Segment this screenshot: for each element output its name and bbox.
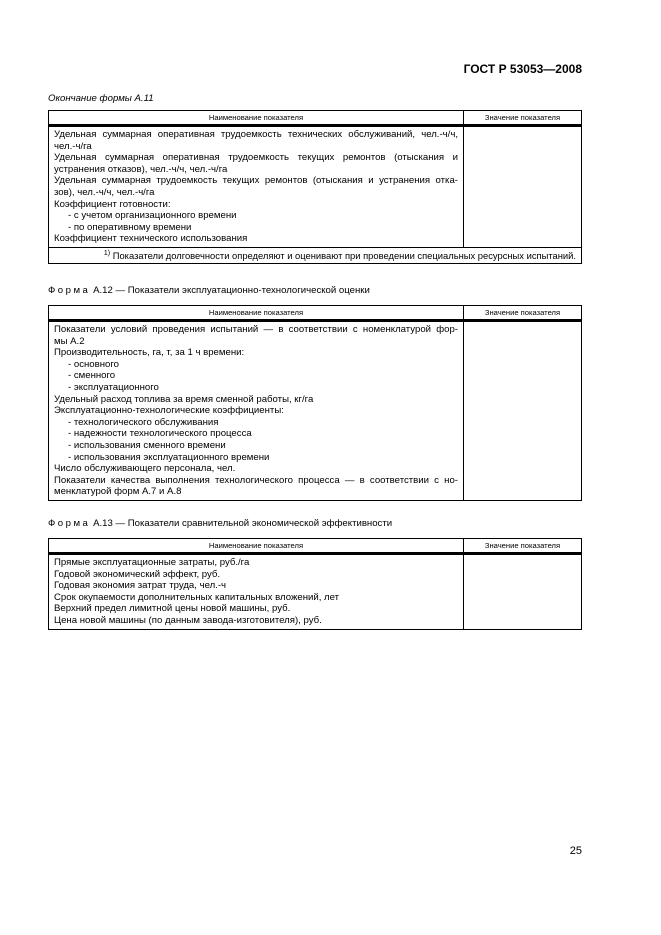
indicator-line: Эксплуатационно-технологические коэффициенты: [54,405,284,417]
table-caption-a13 [48,518,392,529]
indicator-line: Годовой экономический эффект, руб. [54,568,221,580]
indicator-line: - по оперативному времени [68,221,192,233]
indicator-names-cell [49,554,464,630]
indicator-line: менклатурой форм А.7 и А.8 [54,486,182,498]
column-header-value: Значение показателя [464,306,582,321]
indicator-line: Удельная суммарная трудоемкость текущих ремонтов (отыскания и устранения отка- [54,175,458,187]
caption-prefix: Форма [48,518,91,529]
indicator-names-cell [49,126,464,248]
column-header-value: Значение показателя [464,539,582,554]
table-a11 [48,110,582,264]
footnote [49,247,582,263]
indicator-line: - использования сменного времени [68,439,226,451]
indicator-line: - с учетом организационного времени [68,210,237,222]
indicator-line: Показатели условий проведения испытаний — в соответствии с номенклатурой фор- [54,324,458,335]
indicator-line: зов), чел.-ч/ч, чел.-ч/га [54,186,155,198]
footnote-text: Показатели долговечности определяют и оценивают при проведении специальных ресурсных испытаний. [112,250,576,262]
indicator-values-cell [464,321,582,501]
indicator-line: - основного [68,358,119,370]
indicator-line: устранения отказов), чел.-ч/ч, чел.-ч/га [54,163,228,175]
indicator-line: Удельная суммарная оперативная трудоемкость технических обслуживаний, чел.-ч/ч, [54,129,458,140]
indicator-names-cell [49,321,464,501]
indicator-line: Прямые эксплуатационные затраты, руб./га [54,557,250,568]
indicator-line: чел.-ч/га [54,140,92,152]
indicator-line: - эксплуатационного [68,381,159,393]
indicator-line: Коэффициент технического использования [54,233,248,245]
indicator-line: - сменного [68,370,116,382]
indicator-values-cell [464,554,582,630]
table-caption-a12 [48,285,370,296]
indicator-line: мы А.2 [54,335,85,347]
column-header-name: Наименование показателя [49,306,464,321]
indicator-line: Показатели качества выполнения технологического процесса — в соответствии с но- [54,474,458,486]
table-a12 [48,305,582,501]
column-header-value: Значение показателя [464,111,582,126]
indicator-line: - технологического обслуживания [68,416,219,428]
indicator-line: Коэффициент готовности: [54,198,171,210]
table-caption-a11: Окончание формы А.11 [48,93,154,104]
indicator-line: - надежности технологического процесса [68,428,252,440]
standard-number: ГОСТ Р 53053—2008 [463,62,582,76]
indicator-line: Удельная суммарная оперативная трудоемкость текущих ремонтов (отыскания и [54,152,458,164]
indicator-line: Удельный расход топлива за время сменной работы, кг/га [54,393,314,405]
indicator-line: Производительность, га, т, за 1 ч времени: [54,347,245,359]
caption-text: А.12 — Показатели эксплуатационно-технологической оценки [93,285,370,296]
caption-prefix: Форма [48,285,91,296]
footnote-mark: 1) [103,249,111,257]
indicator-line: Цена новой машины (по данным завода-изготовителя), руб. [54,614,322,626]
page-number: 25 [569,845,582,857]
indicator-line: - использования эксплуатационного времени [68,451,270,463]
column-header-name: Наименование показателя [49,539,464,554]
indicator-values-cell [464,126,582,248]
table-a13 [48,538,582,630]
indicator-line: Срок окупаемости дополнительных капитальных вложений, лет [54,591,340,603]
caption-text: А.13 — Показатели сравнительной экономической эффективности [93,518,393,529]
indicator-line: Годовая экономия затрат труда, чел.-ч [54,580,227,592]
column-header-name: Наименование показателя [49,111,464,126]
indicator-line: Число обслуживающего персонала, чел. [54,463,236,475]
indicator-line: Верхний предел лимитной цены новой машины, руб. [54,603,291,615]
